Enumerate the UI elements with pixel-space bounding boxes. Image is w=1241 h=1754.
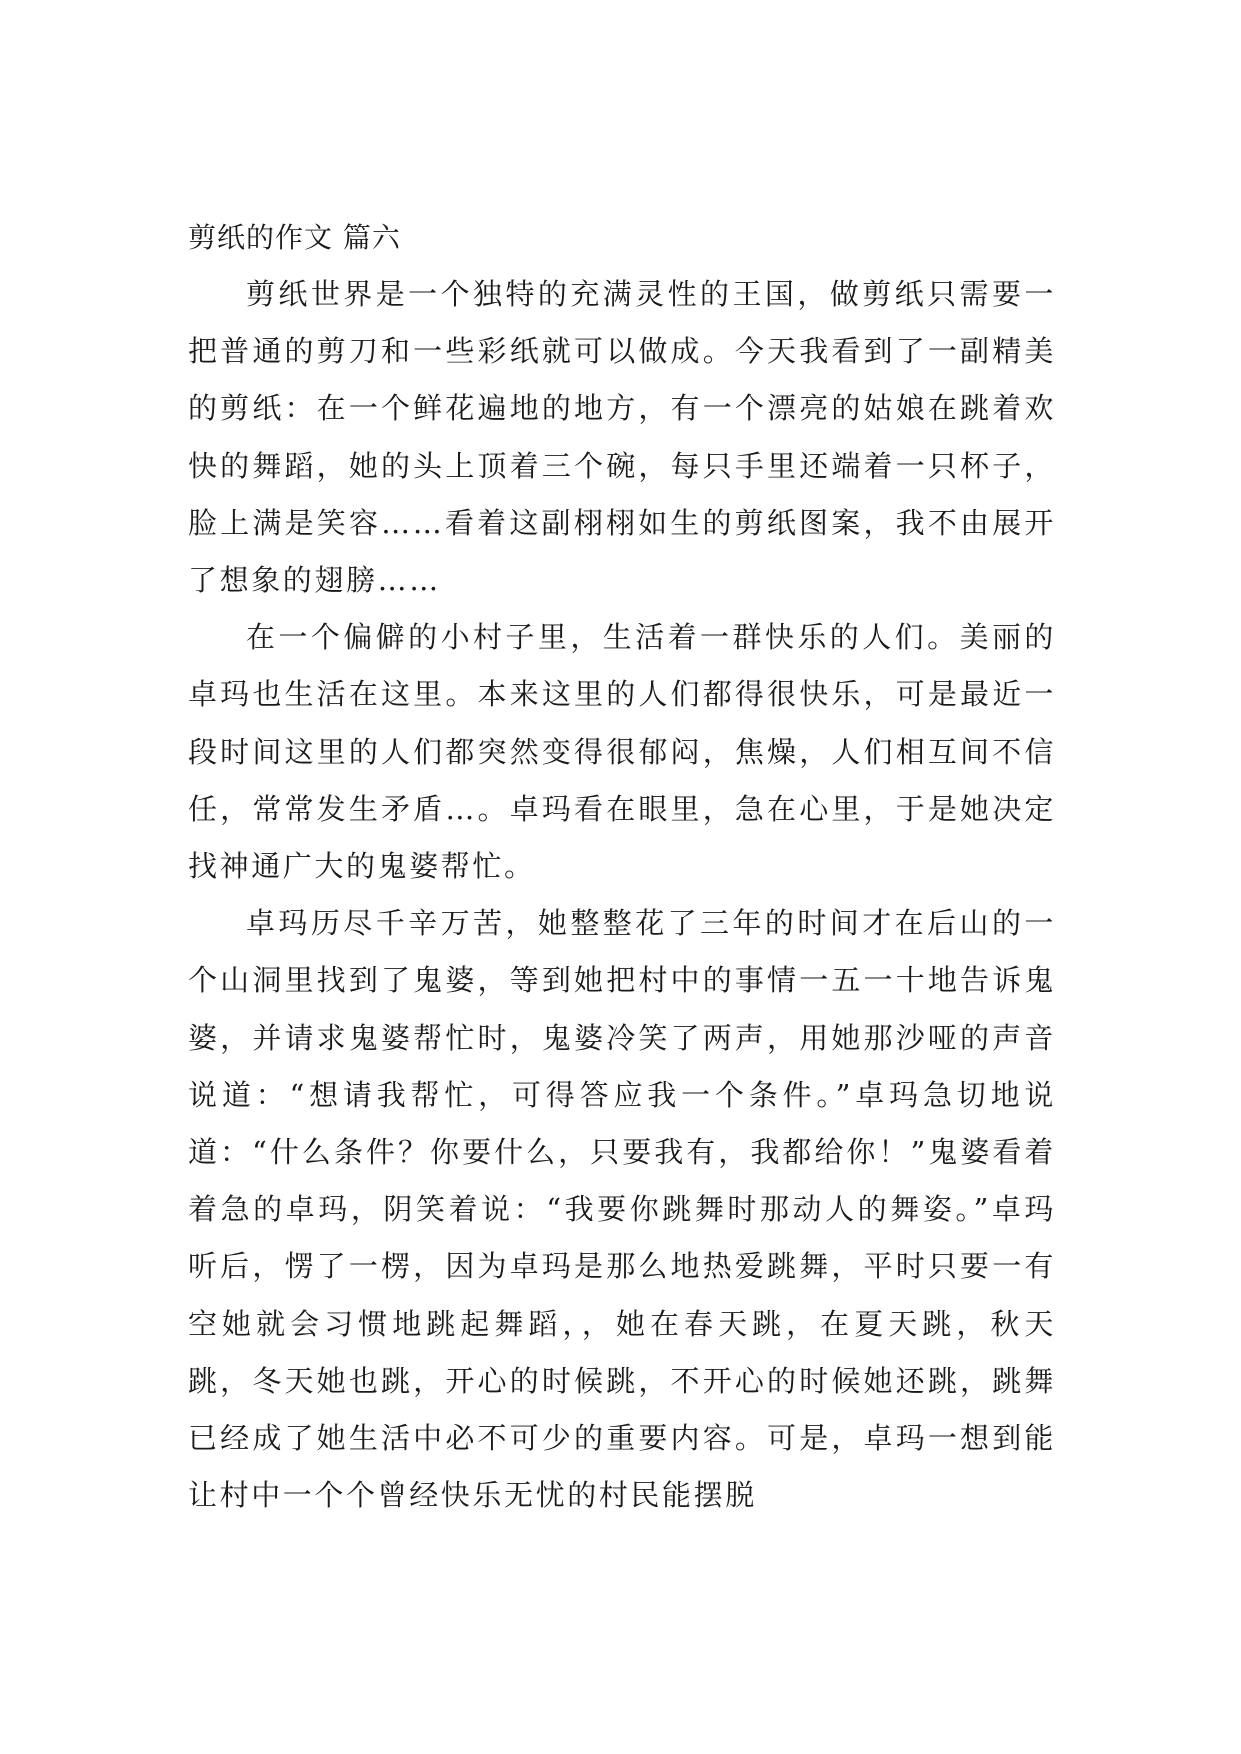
paragraph-1: 剪纸世界是一个独特的充满灵性的王国，做剪纸只需要一把普通的剪刀和一些彩纸就可以做成。今天我看到了一副精美的剪纸：在一个鲜花遍地的地方，有一个漂亮的姑娘在跳着欢快的舞蹈，她的头上顶着三个碗，每只手里还端着一只杯子，脸上满是笑容……看着这副栩栩如生的剪纸图案，我不由展开了想象的翅膀…… (188, 277, 1056, 598)
paragraph-3: 卓玛历尽千辛万苦，她整整花了三年的时间才在后山的一个山洞里找到了鬼婆，等到她把村中的事情一五一十地告诉鬼婆，并请求鬼婆帮忙时，鬼婆冷笑了两声，用她那沙哑的声音说道：“想请我帮忙，可得答应我一个条件。”卓玛急切地说道：“什么条件？你要什么，只要我有，我都给你！”鬼婆看着着急的卓玛，阴笑着说：“我要你跳舞时那动人的舞姿。”卓玛听后，愣了一楞，因为卓玛是那么地热爱跳舞，平时只要一有空她就会习惯地跳起舞蹈，，她在春天跳，在夏天跳，秋天跳，冬天她也跳，开心的时候跳，不开心的时候她还跳，跳舞已经成了她生活中必不可少的重要内容。可是，卓玛一想到能让村中一个个曾经快乐无忧的村民能摆脱 (188, 906, 1056, 1513)
paragraph-2: 在一个偏僻的小村子里，生活着一群快乐的人们。美丽的卓玛也生活在这里。本来这里的人们都得很快乐，可是最近一段时间这里的人们都突然变得很郁闷，焦燥，人们相互间不信任，常常发生矛盾…。卓玛看在眼里，急在心里，于是她决定找神通广大的鬼婆帮忙。 (188, 620, 1056, 884)
document-title: 剪纸的作文 篇六 (188, 221, 401, 254)
document-body (188, 216, 1056, 1524)
